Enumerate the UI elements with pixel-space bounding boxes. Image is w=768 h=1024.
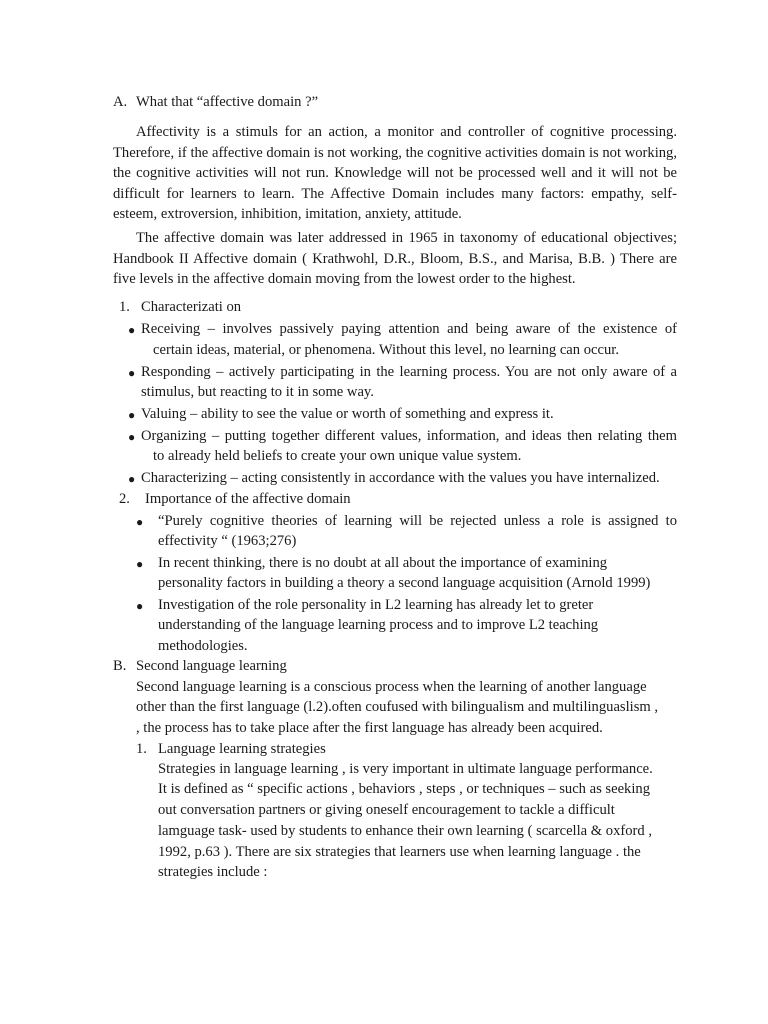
list-item-line: Organizing – putting together different values, information, and ideas then relating them: [141, 428, 677, 444]
bullet-icon: ●: [128, 408, 136, 422]
list-item-line: Responding – actively participating in the learning process. You are not only aware of a: [141, 364, 677, 380]
bullet-icon: ●: [128, 366, 136, 380]
paragraph-line: It is defined as “ specific actions , behaviors , steps , or techniques – such as seeking: [158, 781, 650, 797]
sub-list-title: Language learning strategies: [158, 741, 326, 757]
bullet-icon: ●: [128, 430, 136, 444]
paragraph-line: , the process has to take place after the first language has already been acquired.: [136, 720, 603, 736]
paragraph-affectivity: Affectivity is a stimuls for an action, a monitor and controller of cognitive processing. Therefore, if the affective domain is not working, the cognitive activities domain is not working, the cognitive activities will not run. Knowledge will not be processed well and it will not be difficult for learners to learn. The Affective Domain includes many factors: empathy, self-esteem, extroversion, inhibition, imitation, anxiety, attitude.: [113, 124, 677, 222]
bullet-icon: ●: [128, 323, 136, 337]
list-item-line: to already held beliefs to create your own unique value system.: [153, 448, 522, 464]
bullet-icon: ●: [136, 515, 144, 529]
list-item-line: personality factors in building a theory a second language acquisition (Arnold 1999): [158, 575, 651, 591]
list-item-line: Valuing – ability to see the value or worth of something and express it.: [141, 406, 554, 422]
paragraph-line: Strategies in language learning , is very important in ultimate language performance.: [158, 761, 653, 777]
list-1-title: Characterizati on: [141, 299, 242, 315]
list-item-line: Receiving – involves passively paying attention and being aware of the existence of: [141, 321, 677, 337]
list-item-line: effectivity “ (1963;276): [158, 533, 297, 549]
paragraph-affective-domain-history: The affective domain was later addressed in 1965 in taxonomy of educational objectives; Handbook II Affective domain ( Krathwohl, D.R., Bloom, B.S., and Marisa, B.B. ) There are five levels in the affective domain moving from the lowest order to the highest.: [113, 230, 677, 287]
section-a-marker: A.: [113, 94, 128, 110]
section-a-heading: What that “affective domain ?”: [136, 94, 319, 110]
list-item-line: Investigation of the role personality in L2 learning has already let to greter: [158, 597, 594, 613]
bullet-icon: ●: [136, 557, 144, 571]
section-b-marker: B.: [113, 658, 127, 674]
sub-list-number: 1.: [136, 741, 147, 757]
paragraph-line: other than the first language (l.2).often coufused with bilingualism and multilinguaslism ,: [136, 699, 659, 715]
section-b-heading: Second language learning: [136, 658, 287, 674]
list-1-number: 1.: [119, 299, 130, 315]
list-2-title: Importance of the affective domain: [145, 491, 351, 507]
list-item-line: understanding of the language learning process and to improve L2 teaching: [158, 617, 599, 633]
list-item-line: stimulus, but reacting to it in some way.: [141, 384, 374, 400]
list-item-line: methodologies.: [158, 638, 248, 654]
paragraph-line: out conversation partners or giving oneself encouragement to tackle a difficult: [158, 802, 615, 818]
list-item-line: Characterizing – acting consistently in accordance with the values you have internalized.: [141, 470, 660, 486]
paragraph-line: Second language learning is a conscious process when the learning of another language: [136, 679, 647, 695]
list-item-line: “Purely cognitive theories of learning will be rejected unless a role is assigned to: [158, 513, 677, 529]
list-item-line: In recent thinking, there is no doubt at all about the importance of examining: [158, 555, 608, 571]
list-item-line: certain ideas, material, or phenomena. Without this level, no learning can occur.: [153, 342, 619, 358]
paragraph-line: lamguage task- used by students to enhance their own learning ( scarcella & oxford ,: [158, 823, 652, 839]
paragraph-line: strategies include :: [158, 864, 268, 880]
list-2-number: 2.: [119, 491, 130, 507]
bullet-icon: ●: [136, 599, 144, 613]
paragraph-line: 1992, p.63 ). There are six strategies that learners use when learning language . the: [158, 844, 641, 860]
bullet-icon: ●: [128, 472, 136, 486]
